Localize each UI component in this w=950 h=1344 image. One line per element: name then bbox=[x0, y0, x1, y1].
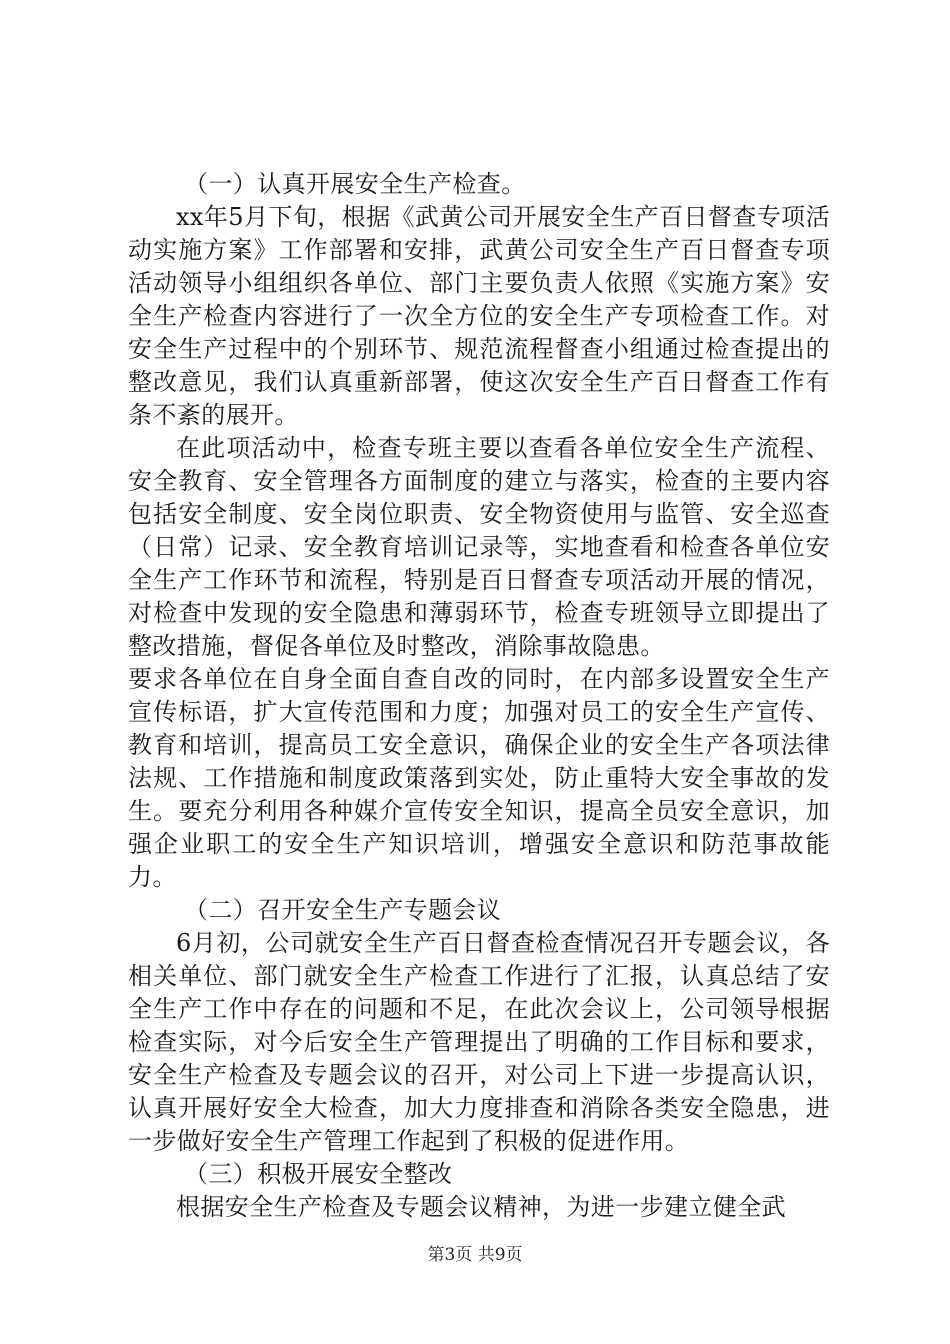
paragraph: xx年5月下旬，根据《武黄公司开展安全生产百日督查专项活动实施方案》工作部署和安排，武黄公司安全生产百日督查专项活动领导小组组织各单位、部门主要负责人依照《实施方案》安全生产检查内容进行了一次全方位的安全生产专项检查工作。对安全生产过程中的个别环节、规范流程督查小组通过检查提出的整改意见，我们认真重新部署，使这次安全生产百日督查工作有条不紊的展开。 bbox=[128, 203, 830, 429]
paragraph: 6月初，公司就安全生产百日督查检查情况召开专题会议，各相关单位、部门就安全生产检查工作进行了汇报，认真总结了安全生产工作中存在的问题和不足，在此次会议上，公司领导根据检查实际，对今后安全生产管理提出了明确的工作目标和要求，安全生产检查及专题会议的召开，对公司上下进一步提高认识，认真开展好安全大检查，加大力度排查和消除各类安全隐患，进一步做好安全生产管理工作起到了积极的促进作用。 bbox=[128, 929, 830, 1155]
page-footer: 第3页 共9页 bbox=[427, 1245, 523, 1265]
section-heading: （三）积极开展安全整改 bbox=[184, 1160, 453, 1188]
paragraph: 要求各单位在自身全面自查自改的同时，在内部多设置安全生产宣传标语，扩大宣传范围和力度；加强对员工的安全生产宣传、教育和培训，提高员工安全意识，确保企业的安全生产各项法律法规、工作措施和制度政策落到实处，防止重特大安全事故的发生。要充分利用各种媒介宣传安全知识，提高全员安全意识，加强企业职工的安全生产知识培训，增强安全意识和防范事故能力。 bbox=[128, 665, 830, 891]
section-heading: （二）召开安全生产专题会议 bbox=[184, 896, 502, 924]
document-body bbox=[128, 168, 830, 1224]
paragraph: 在此项活动中，检查专班主要以查看各单位安全生产流程、安全教育、安全管理各方面制度的建立与落实，检查的主要内容包括安全制度、安全岗位职责、安全物资使用与监管、安全巡查（日常）记录、安全教育培训记录等，实地查看和检查各单位安全生产工作环节和流程，特别是百日督查专项活动开展的情况，对检查中发现的安全隐患和薄弱环节，检查专班领导立即提出了整改措施，督促各单位及时整改，消除事故隐患。 bbox=[128, 434, 830, 660]
section-heading: （一）认真开展安全生产检查。 bbox=[184, 170, 526, 198]
paragraph: 根据安全生产检查及专题会议精神，为进一步建立健全武 bbox=[176, 1193, 786, 1221]
